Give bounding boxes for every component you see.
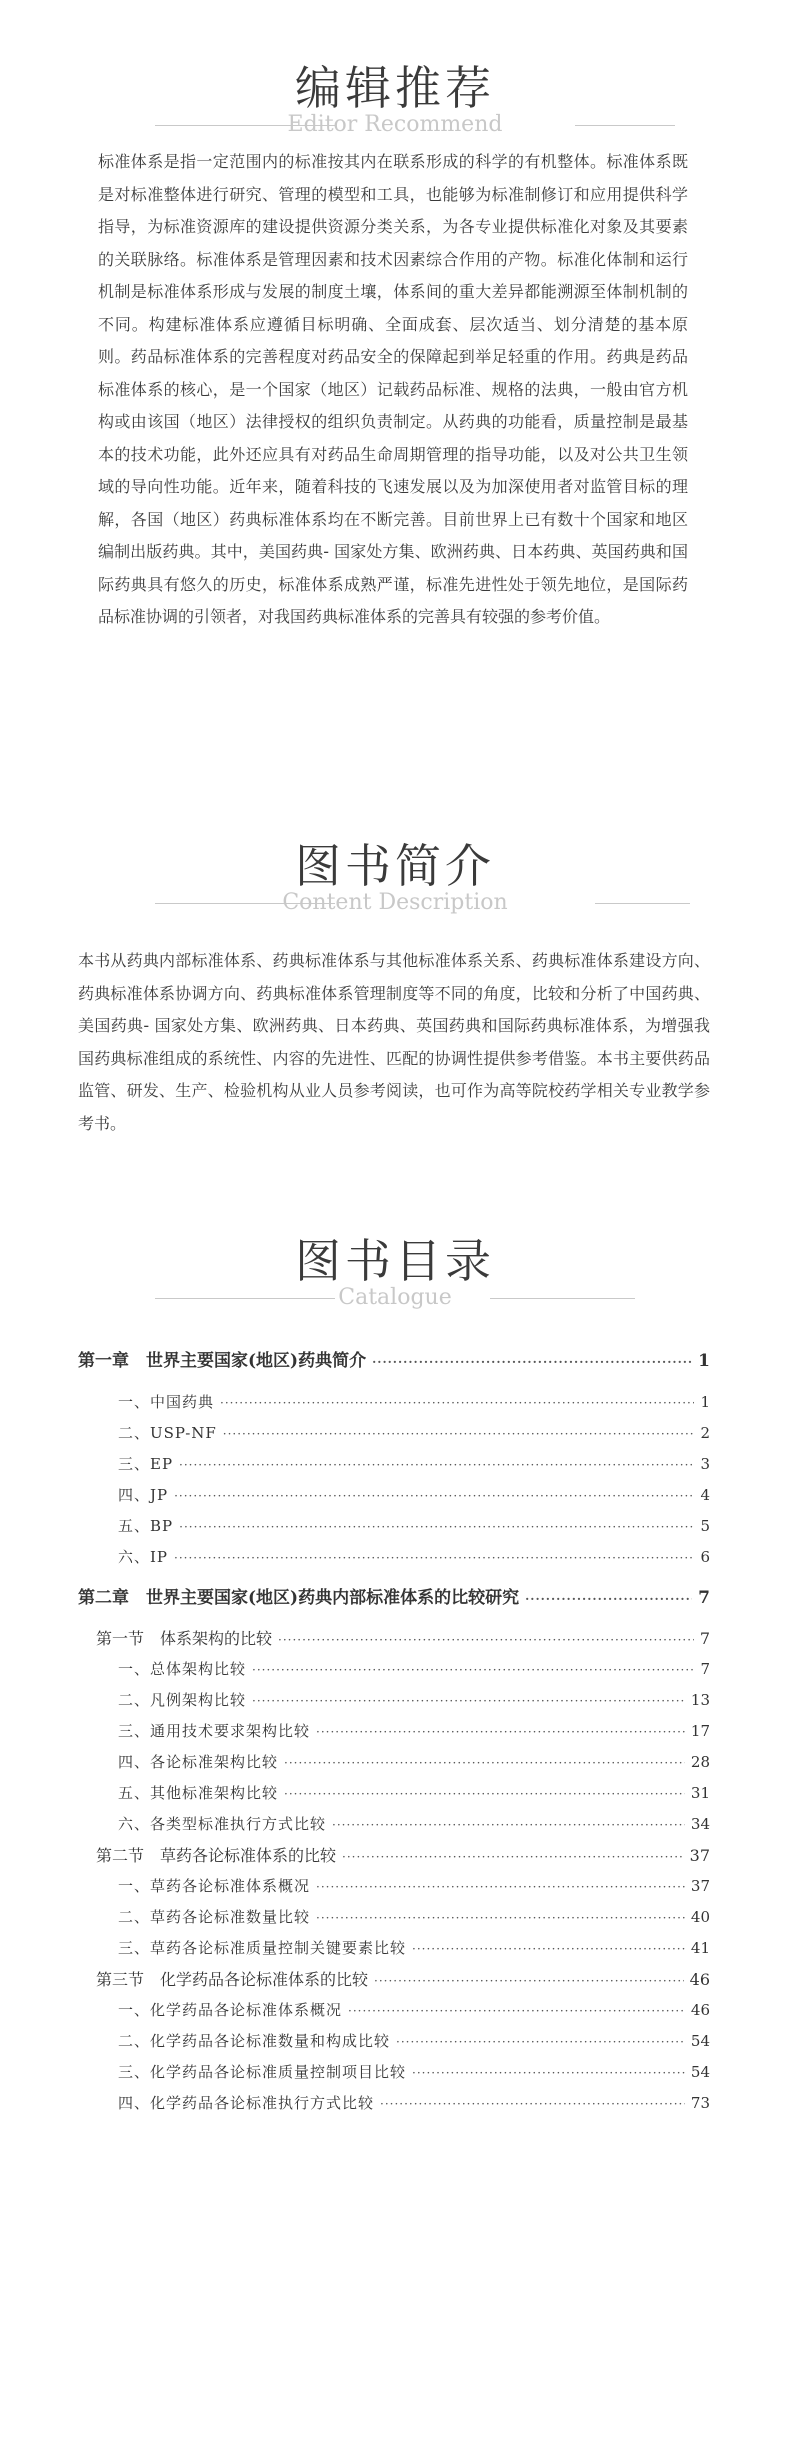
toc-page-number: 7 bbox=[698, 1588, 710, 1608]
toc-entry-title: 五、BP bbox=[118, 1517, 174, 1535]
toc-leader-dots bbox=[332, 1810, 685, 1841]
toc-entry-title: 四、化学药品各论标准执行方式比较 bbox=[118, 2094, 375, 2112]
toc-entry-title: 一、中国药典 bbox=[118, 1393, 215, 1411]
content-description-text: 本书从药典内部标准体系、药典标准体系与其他标准体系关系、药典标准体系建设方向、药典标准体系协调方向、药典标准体系管理制度等不同的角度，比较和分析了中国药典、美国药典- 国家处方集、欧洲药典、日本药典、英国药典和国际药典标准体系，为增强我国药典标准组成的系统性、内容的先进性、匹配的协调性提供参考借鉴。本书主要供药品监管、研发、生产、检验机构从业人员参考阅读，也可作为高等院校药学相关专业教学参考书。 bbox=[78, 951, 710, 1133]
toc-item bbox=[78, 2026, 710, 2057]
toc-section bbox=[78, 1623, 710, 1654]
toc-leader-dots bbox=[223, 1419, 695, 1450]
content-description-subtitle: Content Description bbox=[282, 890, 508, 915]
toc-item bbox=[78, 1542, 710, 1573]
toc-item bbox=[78, 1778, 710, 1809]
toc-page-number: 37 bbox=[690, 1877, 710, 1895]
toc-page-number: 73 bbox=[690, 2094, 710, 2112]
catalogue-subtitle: Catalogue bbox=[338, 1285, 452, 1310]
toc-item bbox=[78, 1654, 710, 1685]
toc-item bbox=[78, 1685, 710, 1716]
toc-item bbox=[78, 1809, 710, 1840]
toc-page-number: 17 bbox=[690, 1722, 710, 1740]
toc-leader-dots bbox=[220, 1388, 694, 1419]
toc-item bbox=[78, 1449, 710, 1480]
toc-entry-title: 二、USP-NF bbox=[118, 1424, 217, 1442]
toc-page-number: 46 bbox=[690, 2001, 710, 2019]
toc-leader-dots bbox=[348, 1996, 685, 2027]
toc-entry-title: 第一章 世界主要国家(地区)药典简介 bbox=[78, 1351, 367, 1371]
toc-leader-dots bbox=[179, 1512, 694, 1543]
toc-item bbox=[78, 1418, 710, 1449]
toc-page-number: 40 bbox=[690, 1908, 710, 1926]
toc-page-number: 2 bbox=[700, 1424, 710, 1442]
toc-page-number: 5 bbox=[700, 1517, 710, 1535]
toc-leader-dots bbox=[412, 1934, 685, 1965]
toc-entry-title: 三、通用技术要求架构比较 bbox=[118, 1722, 311, 1740]
toc-entry-title: 二、草药各论标准数量比较 bbox=[118, 1908, 311, 1926]
toc-page-number: 4 bbox=[700, 1486, 710, 1504]
toc-entry-title: 第二章 世界主要国家(地区)药典内部标准体系的比较研究 bbox=[78, 1588, 520, 1608]
toc-entry-title: 三、EP bbox=[118, 1455, 174, 1473]
toc-entry-title: 三、化学药品各论标准质量控制项目比较 bbox=[118, 2063, 407, 2081]
toc-leader-dots bbox=[380, 2089, 685, 2120]
toc-entry-title: 第二节 草药各论标准体系的比较 bbox=[96, 1846, 337, 1865]
toc-entry-title: 二、化学药品各论标准数量和构成比较 bbox=[118, 2032, 391, 2050]
editor-recommend-text: 标准体系是指一定范围内的标准按其内在联系形成的科学的有机整体。标准体系既是对标准整体进行研究、管理的模型和工具，也能够为标准制修订和应用提供科学指导，为标准资源库的建设提供资源分类关系，为各专业提供标准化对象及其要素的关联脉络。标准体系是管理因素和技术因素综合作用的产物。标准化体制和运行机制是标准体系形成与发展的制度土壤，体系间的重大差异都能溯源至体制机制的不同。构建标准体系应遵循目标明确、全面成套、层次适当、划分清楚的基本原则。药品标准体系的完善程度对药品安全的保障起到举足轻重的作用。药典是药品标准体系的核心，是一个国家（地区）记载药品标准、规格的法典，一般由官方机构或由该国（地区）法律授权的组织负责制定。从药典的功能看，质量控制是最基本的技术功能，此外还应具有对药品生命周期管理的指导功能，以及对公共卫生领域的导向性功能。近年来，随着科技的飞速发展以及为加深使用者对监管目标的理解，各国（地区）药典标准体系均在不断完善。目前世界上已有数十个国家和地区编制出版药典。其中，美国药典- 国家处方集、欧洲药典、日本药典、英国药典和国际药典具有悠久的历史，标准体系成熟严谨，标准先进性处于领先地位，是国际药品标准协调的引领者，对我国药典标准体系的完善具有较强的参考价值。 bbox=[98, 152, 688, 626]
toc-leader-dots bbox=[412, 2058, 685, 2089]
toc-page-number: 54 bbox=[690, 2063, 710, 2081]
toc-entry-title: 五、其他标准架构比较 bbox=[118, 1784, 279, 1802]
toc-page-number: 34 bbox=[690, 1815, 710, 1833]
toc-item bbox=[78, 1995, 710, 2026]
toc-leader-dots bbox=[374, 1966, 684, 1997]
toc-leader-dots bbox=[525, 1574, 692, 1624]
content-description-heading bbox=[0, 830, 790, 940]
toc-entry-title: 四、各论标准架构比较 bbox=[118, 1753, 279, 1771]
toc-item bbox=[78, 1480, 710, 1511]
toc-item bbox=[78, 2088, 710, 2119]
toc-entry-title: 第一节 体系架构的比较 bbox=[96, 1629, 273, 1648]
toc-leader-dots bbox=[284, 1779, 685, 1810]
toc-leader-dots bbox=[174, 1481, 694, 1512]
toc-leader-dots bbox=[179, 1450, 694, 1481]
toc-leader-dots bbox=[342, 1842, 684, 1873]
toc-page-number: 6 bbox=[700, 1548, 710, 1566]
toc-leader-dots bbox=[252, 1686, 685, 1717]
toc-chapter bbox=[78, 1573, 710, 1623]
catalogue-heading bbox=[0, 1225, 790, 1335]
toc-item bbox=[78, 1387, 710, 1418]
toc-item bbox=[78, 1933, 710, 1964]
toc-page-number: 28 bbox=[690, 1753, 710, 1771]
toc-entry-title: 六、各类型标准执行方式比较 bbox=[118, 1815, 327, 1833]
toc-item bbox=[78, 1871, 710, 1902]
toc-item bbox=[78, 1511, 710, 1542]
toc-leader-dots bbox=[316, 1872, 685, 1903]
toc-entry-title: 二、凡例架构比较 bbox=[118, 1691, 247, 1709]
toc-entry-title: 一、总体架构比较 bbox=[118, 1660, 247, 1678]
toc-leader-dots bbox=[316, 1717, 685, 1748]
toc-chapter bbox=[78, 1345, 710, 1377]
toc-entry-title: 一、草药各论标准体系概况 bbox=[118, 1877, 311, 1895]
toc-entry-title: 四、JP bbox=[118, 1486, 169, 1504]
toc-page-number: 54 bbox=[690, 2032, 710, 2050]
toc-page-number: 41 bbox=[690, 1939, 710, 1957]
toc-page-number: 1 bbox=[700, 1393, 710, 1411]
editor-recommend-title: 编辑推荐 bbox=[295, 61, 495, 115]
toc-entry-title: 第三节 化学药品各论标准体系的比较 bbox=[96, 1970, 369, 1989]
toc-item bbox=[78, 2057, 710, 2088]
toc-page-number: 13 bbox=[690, 1691, 710, 1709]
toc-page-number: 37 bbox=[689, 1846, 710, 1865]
table-of-contents bbox=[78, 1345, 710, 2119]
toc-section bbox=[78, 1964, 710, 1995]
toc-page-number: 3 bbox=[700, 1455, 710, 1473]
toc-leader-dots bbox=[252, 1655, 694, 1686]
catalogue-title: 图书目录 bbox=[295, 1234, 495, 1288]
toc-item bbox=[78, 1747, 710, 1778]
toc-section bbox=[78, 1840, 710, 1871]
toc-page-number: 7 bbox=[699, 1629, 710, 1648]
toc-item bbox=[78, 1902, 710, 1933]
toc-leader-dots bbox=[396, 2027, 685, 2058]
toc-leader-dots bbox=[278, 1625, 694, 1656]
toc-entry-title: 三、草药各论标准质量控制关键要素比较 bbox=[118, 1939, 407, 1957]
toc-leader-dots bbox=[316, 1903, 685, 1934]
editor-recommend-subtitle: Editor Recommend bbox=[287, 112, 503, 137]
toc-leader-dots bbox=[284, 1748, 685, 1779]
toc-page-number: 1 bbox=[698, 1351, 710, 1371]
toc-leader-dots bbox=[372, 1346, 692, 1378]
toc-entry-title: 六、IP bbox=[118, 1548, 169, 1566]
toc-page-number: 31 bbox=[690, 1784, 710, 1802]
toc-item bbox=[78, 1716, 710, 1747]
toc-entry-title: 一、化学药品各论标准体系概况 bbox=[118, 2001, 343, 2019]
toc-page-number: 46 bbox=[689, 1970, 710, 1989]
toc-leader-dots bbox=[174, 1543, 694, 1574]
toc-page-number: 7 bbox=[700, 1660, 710, 1678]
content-description-title: 图书简介 bbox=[295, 839, 495, 893]
